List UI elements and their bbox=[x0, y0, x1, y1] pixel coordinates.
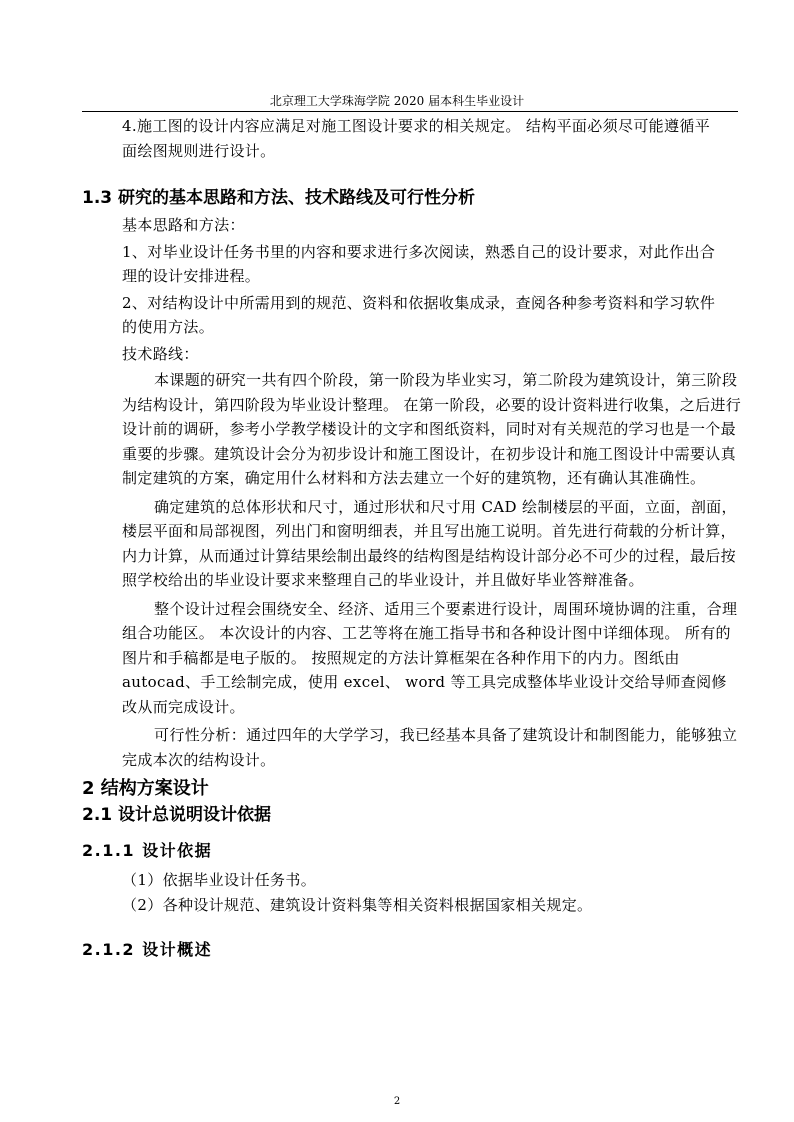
subsection-heading-2-1-2: 2.1.2 设计概述 bbox=[82, 940, 213, 959]
paragraph: 4.施工图的设计内容应满足对施工图设计要求的相关规定。 结构平面必须尽可能遵循平 bbox=[122, 117, 711, 135]
page-number: 2 bbox=[393, 1096, 401, 1107]
chapter-heading-2: 2 结构方案设计 bbox=[82, 778, 209, 799]
paragraph: 面绘图规则进行设计。 bbox=[122, 141, 276, 160]
paragraph: 确定建筑的总体形状和尺寸，通过形状和尺寸用 CAD 绘制楼层的平面，立面，剖面，楼层平面和局部视图，列出门和窗明细表，并且写出施工说明。首先进行荷载的分析计算，内力计算，从而通过计算结果绘制出最终的结构图是结构设计部分必不可少的过程，最后按照学校给出的毕业设计要求来整理自己的毕业设计，并且做好毕业答辩准备。 bbox=[122, 497, 737, 589]
paragraph: 的使用方法。 bbox=[122, 318, 215, 336]
page-header: 北京理工大学珠海学院 2020 届本科生毕业设计 bbox=[269, 94, 525, 108]
paragraph: 本课题的研究一共有四个阶段，第一阶段为毕业实习，第二阶段为建筑设计，第三阶段为结构设计，第四阶段为毕业设计整理。 在第一阶段，必要的设计资料进行收集，之后进行设计前的调研，参考小学教学楼设计的文字和图纸资料，同时对有关规范的学习也是一个最重要的步骤。建筑设计会分为初步设计和施工图设计，在初步设计和施工图设计中需要认真制定建筑的方案，确定用什么材料和方法去建立一个好的建筑物，还有确认其准确性。 bbox=[122, 371, 742, 487]
paragraph: （2）各种设计规范、建筑设计资料集等相关资料根据国家相关规定。 bbox=[122, 895, 593, 914]
header-rule bbox=[82, 111, 738, 112]
paragraph: 整个设计过程会围绕安全、经济、适用三个要素进行设计，周围环境协调的注重，合理组合功能区。 本次设计的内容、工艺等将在施工指导书和各种设计图中详细体现。 所有的图片和手稿都是电子版的。 按照规定的方法计算框架在各种作用下的内力。图纸由 autocad、手工绘制完成，使用 excel、 word 等工具完成整体毕业设计交给导师查阅修改从而完成设计。 bbox=[122, 599, 738, 716]
paragraph: 基本思路和方法： bbox=[122, 216, 245, 234]
subsection-heading-2-1-1: 2.1.1 设计依据 bbox=[82, 841, 213, 860]
paragraph: 2、对结构设计中所需用到的规范、资料和依据收集成录，查阅各种参考资料和学习软件 bbox=[122, 293, 716, 312]
paragraph: 可行性分析：通过四年的大学学习，我已经基本具备了建筑设计和制图能力，能够独立完成本次的结构设计。 bbox=[122, 726, 738, 769]
section-heading-2-1: 2.1 设计总说明设计依据 bbox=[82, 805, 272, 825]
section-heading-1-3: 1.3 研究的基本思路和方法、技术路线及可行性分析 bbox=[82, 188, 476, 208]
document-body bbox=[82, 114, 742, 963]
paragraph: 技术路线： bbox=[122, 344, 199, 363]
paragraph: 1、对毕业设计任务书里的内容和要求进行多次阅读，熟悉自己的设计要求，对此作出合 bbox=[122, 242, 716, 261]
paragraph: （1）依据毕业设计任务书。 bbox=[122, 871, 317, 889]
paragraph: 理的设计安排进程。 bbox=[122, 267, 261, 285]
